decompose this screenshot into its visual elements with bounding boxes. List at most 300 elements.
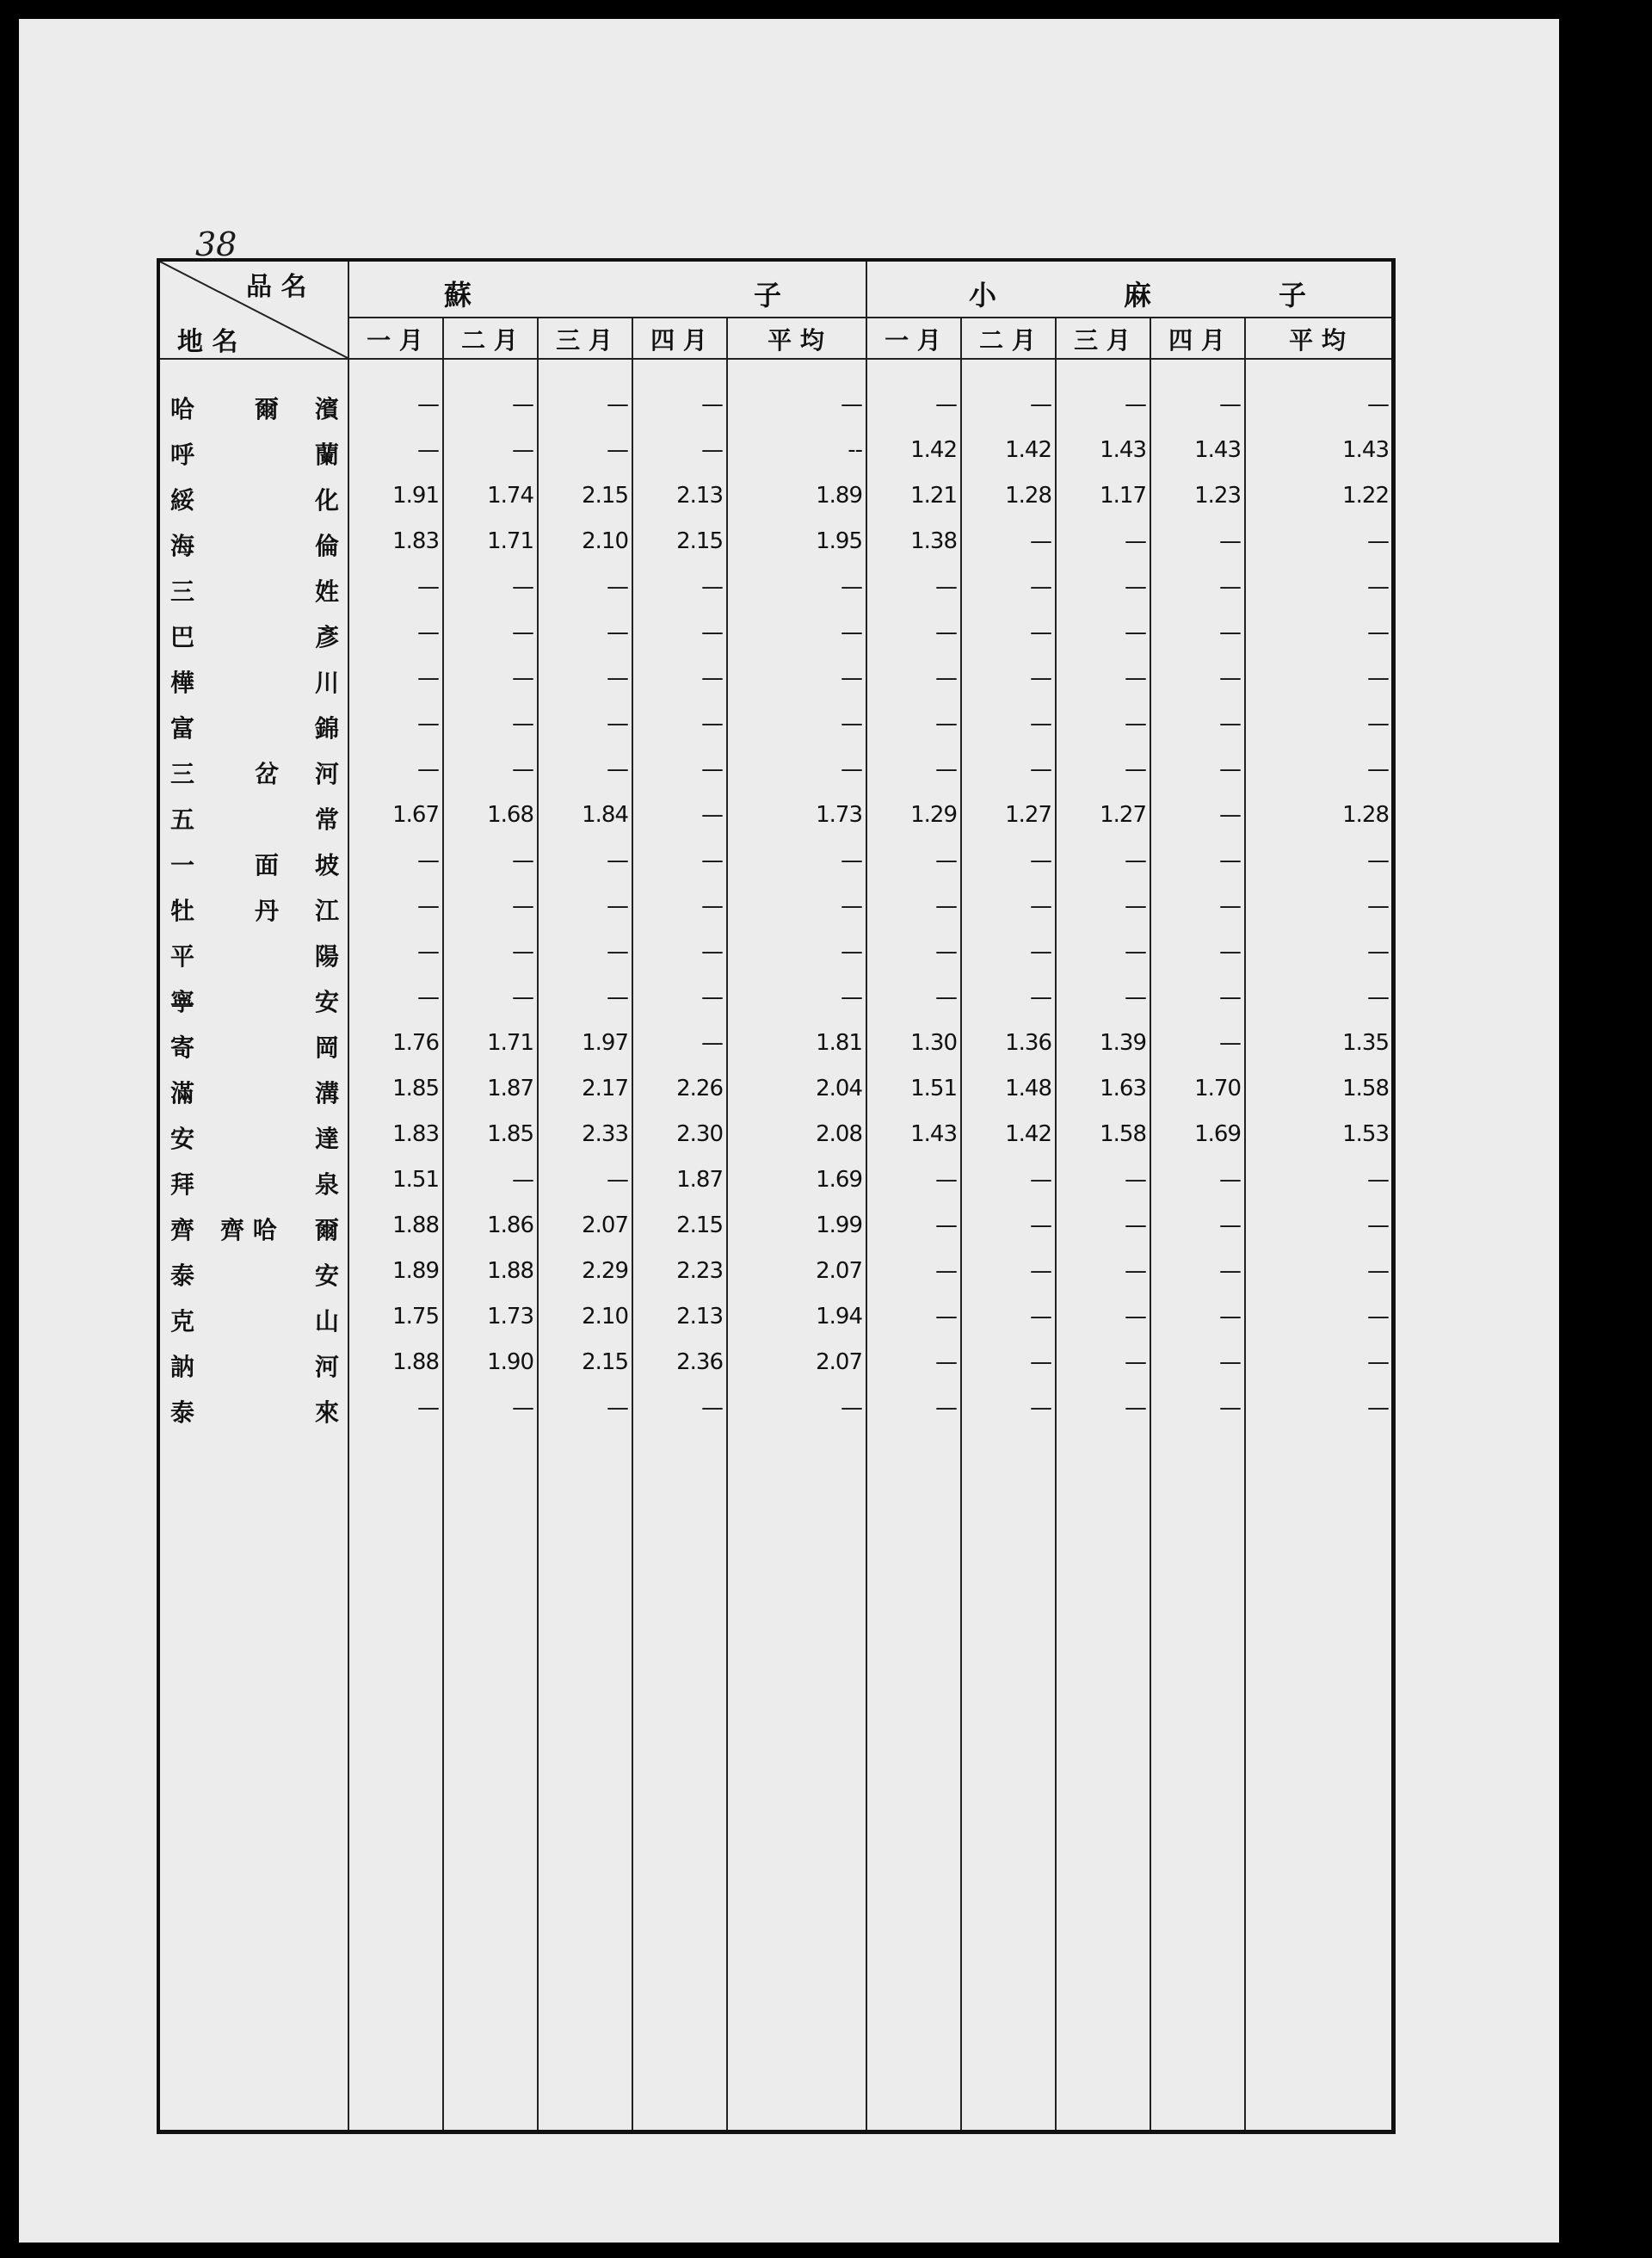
column-rule (1055, 317, 1057, 2130)
table-cell: — (1125, 1167, 1146, 1193)
subheader-su-apr: 四 月 (650, 326, 707, 355)
table-cell: — (935, 1212, 957, 1238)
table-cell: — (841, 984, 862, 1010)
place-name-part: 寧 (170, 988, 195, 1016)
table-cell: — (701, 756, 723, 782)
subheader-xiao-feb: 二 月 (979, 326, 1036, 355)
table-cell: — (512, 756, 533, 782)
table-cell: — (1367, 893, 1389, 919)
place-name-part: 姓 (315, 577, 340, 606)
table-row (160, 1203, 1391, 1249)
table-cell: 1.51 (392, 1167, 439, 1193)
table-cell: — (1367, 528, 1389, 554)
table-cell: 1.97 (582, 1030, 628, 1056)
place-name (160, 382, 348, 428)
table-cell: 2.13 (676, 1304, 723, 1330)
table-cell: — (1030, 1395, 1051, 1421)
table-cell: 2.15 (582, 483, 628, 509)
subheader-xiao-mar: 三 月 (1074, 326, 1131, 355)
table-cell: — (512, 711, 533, 737)
table-cell: — (701, 893, 723, 919)
subheader-su-mar: 三 月 (556, 326, 613, 355)
table-cell: — (1030, 1258, 1051, 1284)
table-cell: 1.85 (487, 1121, 533, 1147)
table-cell: — (417, 893, 439, 919)
table-cell: 1.88 (392, 1349, 439, 1375)
table-cell: — (1125, 392, 1146, 417)
table-cell: 1.63 (1100, 1076, 1146, 1101)
table-cell: — (417, 984, 439, 1010)
table-cell: — (1030, 984, 1051, 1010)
place-name-part: 江 (315, 897, 340, 925)
table-cell: 1.43 (910, 1121, 957, 1147)
place-name (160, 473, 348, 519)
table-cell: — (935, 984, 957, 1010)
place-name-part: 滿 (170, 1079, 195, 1107)
place-name-part: 川 (315, 669, 340, 697)
table-cell: — (512, 893, 533, 919)
place-name-part: 樺 (170, 669, 195, 697)
table-cell: — (1219, 756, 1241, 782)
table-cell: — (1219, 984, 1241, 1010)
table-cell: — (1367, 665, 1389, 691)
table-cell: — (935, 1167, 957, 1193)
table-row (160, 428, 1391, 473)
table-row (160, 1249, 1391, 1294)
table-cell: 1.94 (816, 1304, 862, 1330)
place-name (160, 1112, 348, 1157)
table-cell: — (701, 665, 723, 691)
table-cell: 1.35 (1342, 1030, 1389, 1056)
table-cell: — (1367, 1212, 1389, 1238)
table-cell: 1.17 (1100, 483, 1146, 509)
table-cell: 2.23 (676, 1258, 723, 1284)
table-cell: — (1125, 1395, 1146, 1421)
table-cell: 1.27 (1005, 802, 1051, 828)
table-cell: — (1219, 1304, 1241, 1330)
table-cell: 1.86 (487, 1212, 533, 1238)
table-cell: 1.89 (392, 1258, 439, 1284)
table-cell: — (417, 756, 439, 782)
table-cell: — (417, 665, 439, 691)
table-cell: — (1030, 939, 1051, 965)
table-cell: — (1367, 984, 1389, 1010)
table-cell: 2.15 (582, 1349, 628, 1375)
table-cell: — (935, 620, 957, 645)
place-name (160, 1066, 348, 1112)
table-cell: 1.43 (1194, 437, 1241, 463)
table-cell: — (607, 848, 628, 873)
table-cell: 1.28 (1342, 802, 1389, 828)
table-cell: — (841, 665, 862, 691)
table-row (160, 564, 1391, 610)
column-rule (1150, 317, 1151, 2130)
place-name-part: 安 (315, 988, 340, 1016)
table-cell: — (417, 848, 439, 873)
table-cell: — (1030, 1167, 1051, 1193)
table-cell: — (1367, 1258, 1389, 1284)
table-cell: — (701, 1395, 723, 1421)
place-name-part: 三 (170, 760, 195, 788)
group-header-2-char-3: 子 (1279, 279, 1307, 312)
place-name-part: 泰 (170, 1262, 195, 1290)
place-name-part: 齊 哈 (220, 1216, 277, 1244)
table-cell: — (607, 392, 628, 417)
table-cell: 1.21 (910, 483, 957, 509)
table-cell: — (417, 437, 439, 463)
place-name-part: 岔 (255, 760, 280, 788)
column-rule (442, 317, 444, 2130)
place-name-part: 安 (170, 1125, 195, 1153)
table-cell: 1.88 (392, 1212, 439, 1238)
table-cell: 1.73 (816, 802, 862, 828)
place-name (160, 1340, 348, 1385)
table-cell: — (1219, 1349, 1241, 1375)
table-row (160, 838, 1391, 884)
table-cell: 2.17 (582, 1076, 628, 1101)
place-name-part: 拜 (170, 1170, 195, 1199)
table-cell: 1.38 (910, 528, 957, 554)
table-row (160, 1385, 1391, 1431)
table-cell: — (1125, 1304, 1146, 1330)
column-rule (348, 262, 349, 2130)
table-cell: 1.73 (487, 1304, 533, 1330)
table-cell: 1.53 (1342, 1121, 1389, 1147)
place-name-part: 丹 (255, 897, 280, 925)
place-name-part: 岡 (315, 1033, 340, 1062)
table-cell: 1.67 (392, 802, 439, 828)
header-rule-2 (160, 358, 1391, 360)
table-cell: — (1030, 893, 1051, 919)
table-cell: 1.51 (910, 1076, 957, 1101)
table-cell: 1.91 (392, 483, 439, 509)
table-cell: 2.30 (676, 1121, 723, 1147)
table-cell: — (1125, 893, 1146, 919)
place-name-part: 爾 (315, 1216, 340, 1244)
table-cell: — (1219, 1395, 1241, 1421)
table-cell: 1.87 (676, 1167, 723, 1193)
table-cell: — (1219, 665, 1241, 691)
place-name-part: 爾 (255, 395, 280, 423)
table-cell: 2.07 (816, 1349, 862, 1375)
place-name-part: 泉 (315, 1170, 340, 1199)
table-cell: — (417, 392, 439, 417)
table-cell: — (1030, 392, 1051, 417)
table-cell: — (1219, 939, 1241, 965)
table-cell: — (1125, 528, 1146, 554)
group-header-2-char-2: 麻 (1124, 279, 1152, 312)
table-cell: — (1125, 756, 1146, 782)
table-cell: 1.36 (1005, 1030, 1051, 1056)
table-cell: -- (848, 437, 862, 463)
table-cell: — (1219, 1167, 1241, 1193)
subheader-xiao-avg: 平 均 (1289, 326, 1346, 355)
table-row (160, 929, 1391, 975)
subheader-su-jan: 一 月 (367, 326, 423, 355)
table-cell: — (1367, 620, 1389, 645)
table-cell: — (607, 574, 628, 600)
table-cell: — (841, 392, 862, 417)
table-cell: — (701, 1030, 723, 1056)
place-name-part: 泰 (170, 1398, 195, 1427)
table-cell: — (701, 848, 723, 873)
table-cell: — (1219, 392, 1241, 417)
place-name-part: 蘭 (315, 441, 340, 469)
place-name-part: 濱 (315, 395, 340, 423)
place-name (160, 1249, 348, 1294)
table-cell: — (1219, 802, 1241, 828)
subheader-su-avg: 平 均 (767, 326, 824, 355)
table-row (160, 1157, 1391, 1203)
table-cell: — (701, 802, 723, 828)
column-rule (1244, 317, 1246, 2130)
table-cell: — (607, 437, 628, 463)
table-cell: — (701, 620, 723, 645)
place-name-part: 坡 (315, 851, 340, 879)
table-row (160, 747, 1391, 793)
place-name-part: 訥 (170, 1353, 195, 1381)
table-row (160, 701, 1391, 747)
place-name (160, 747, 348, 793)
table-cell: 1.76 (392, 1030, 439, 1056)
table-cell: — (1367, 574, 1389, 600)
table-cell: 1.27 (1100, 802, 1146, 828)
table-row (160, 473, 1391, 519)
table-cell: — (1125, 848, 1146, 873)
column-rule (866, 262, 867, 2130)
table-cell: — (841, 848, 862, 873)
table-cell: — (1219, 1258, 1241, 1284)
table-cell: 2.10 (582, 528, 628, 554)
table-cell: — (1219, 893, 1241, 919)
table-cell: — (607, 939, 628, 965)
table-cell: — (512, 574, 533, 600)
subheader-xiao-jan: 一 月 (885, 326, 941, 355)
table-cell: — (1367, 1167, 1389, 1193)
table-cell: 1.48 (1005, 1076, 1051, 1101)
table-cell: 2.07 (582, 1212, 628, 1238)
table-cell: 2.07 (816, 1258, 862, 1284)
column-rule (960, 317, 962, 2130)
table-cell: — (1125, 620, 1146, 645)
table-cell: — (701, 984, 723, 1010)
table-cell: — (701, 574, 723, 600)
table-cell: — (607, 665, 628, 691)
table-cell: — (1219, 574, 1241, 600)
table-cell: — (1030, 620, 1051, 645)
table-cell: 1.42 (910, 437, 957, 463)
table-cell: 2.36 (676, 1349, 723, 1375)
place-name-part: 巴 (170, 623, 195, 651)
table-cell: 1.83 (392, 528, 439, 554)
table-cell: 1.69 (816, 1167, 862, 1193)
table-cell: 1.99 (816, 1212, 862, 1238)
table-cell: — (607, 984, 628, 1010)
subheader-su-feb: 二 月 (461, 326, 518, 355)
table-cell: — (1367, 756, 1389, 782)
table-cell: — (935, 1258, 957, 1284)
table-cell: 2.29 (582, 1258, 628, 1284)
place-name (160, 1203, 348, 1249)
place-name-part: 呼 (170, 441, 195, 469)
place-name-part: 河 (315, 760, 340, 788)
table-cell: 1.74 (487, 483, 533, 509)
table-cell: — (512, 1167, 533, 1193)
place-name (160, 1157, 348, 1203)
table-cell: — (1367, 848, 1389, 873)
table-cell: — (935, 756, 957, 782)
table-row (160, 1021, 1391, 1066)
place-name-part: 平 (170, 942, 195, 971)
table-cell: 1.69 (1194, 1121, 1241, 1147)
place-name-part: 寄 (170, 1033, 195, 1062)
table-cell: 1.85 (392, 1076, 439, 1101)
table-row (160, 382, 1391, 428)
table-cell: — (607, 1167, 628, 1193)
place-name-part: 五 (170, 805, 195, 834)
table-cell: — (512, 848, 533, 873)
place-name (160, 610, 348, 656)
table-cell: — (1030, 528, 1051, 554)
table-cell: 1.90 (487, 1349, 533, 1375)
header-rule-1 (348, 317, 1391, 318)
table-cell: — (1125, 711, 1146, 737)
place-name-part: 綏 (170, 486, 195, 515)
place-name (160, 564, 348, 610)
place-name-part: 富 (170, 714, 195, 743)
table-cell: — (935, 1395, 957, 1421)
table-cell: — (701, 711, 723, 737)
table-cell: 1.58 (1100, 1121, 1146, 1147)
table-cell: 1.39 (1100, 1030, 1146, 1056)
place-name-part: 常 (315, 805, 340, 834)
place-name-part: 安 (315, 1262, 340, 1290)
table-row (160, 610, 1391, 656)
table-cell: 2.08 (816, 1121, 862, 1147)
table-cell: — (1367, 1395, 1389, 1421)
table-cell: — (607, 711, 628, 737)
table-cell: 1.28 (1005, 483, 1051, 509)
table-cell: — (1030, 711, 1051, 737)
table-cell: — (1219, 1030, 1241, 1056)
place-name (160, 1385, 348, 1431)
place-name-part: 哈 (170, 395, 195, 423)
place-name-part: 來 (315, 1398, 340, 1427)
table-cell: — (1030, 756, 1051, 782)
table-cell: — (935, 574, 957, 600)
table-row (160, 519, 1391, 564)
table-cell: — (1219, 1212, 1241, 1238)
place-name-part: 牡 (170, 897, 195, 925)
table-row (160, 656, 1391, 701)
table-cell: 1.30 (910, 1030, 957, 1056)
table-cell: — (1367, 392, 1389, 417)
place-name (160, 929, 348, 975)
corner-place-label: 地 名 (177, 327, 238, 357)
table-cell: — (417, 620, 439, 645)
place-name-part: 克 (170, 1307, 195, 1336)
price-table (157, 258, 1396, 2134)
table-cell: — (607, 1395, 628, 1421)
table-row (160, 793, 1391, 838)
table-cell: — (1367, 1349, 1389, 1375)
table-cell: — (841, 893, 862, 919)
table-cell: — (935, 1349, 957, 1375)
table-cell: 1.71 (487, 528, 533, 554)
place-name (160, 1021, 348, 1066)
place-name (160, 975, 348, 1021)
place-name-part: 三 (170, 577, 195, 606)
place-name (160, 701, 348, 747)
table-cell: — (701, 437, 723, 463)
table-cell: 1.22 (1342, 483, 1389, 509)
place-name-part: 面 (255, 851, 280, 879)
table-cell: — (1367, 1304, 1389, 1330)
table-cell: — (1030, 574, 1051, 600)
table-cell: — (1125, 939, 1146, 965)
table-cell: — (841, 620, 862, 645)
table-cell: — (417, 711, 439, 737)
table-row (160, 1066, 1391, 1112)
table-cell: 1.84 (582, 802, 628, 828)
corner-item-label: 品 名 (246, 272, 307, 302)
place-name-part: 齊 (170, 1216, 195, 1244)
table-cell: — (607, 893, 628, 919)
table-cell: — (1030, 665, 1051, 691)
table-cell: — (1219, 711, 1241, 737)
table-cell: 2.33 (582, 1121, 628, 1147)
place-name (160, 793, 348, 838)
table-cell: — (512, 620, 533, 645)
table-cell: — (417, 939, 439, 965)
table-cell: — (1030, 848, 1051, 873)
place-name-part: 山 (315, 1307, 340, 1336)
table-cell: 1.42 (1005, 437, 1051, 463)
table-cell: — (841, 939, 862, 965)
group-header-1-char-2: 子 (754, 279, 782, 312)
table-cell: 1.87 (487, 1076, 533, 1101)
place-name (160, 884, 348, 929)
table-row (160, 884, 1391, 929)
table-cell: — (1219, 528, 1241, 554)
table-cell: — (1367, 939, 1389, 965)
table-cell: — (607, 756, 628, 782)
place-name (160, 838, 348, 884)
table-cell: 1.88 (487, 1258, 533, 1284)
table-cell: — (1030, 1349, 1051, 1375)
table-cell: 1.95 (816, 528, 862, 554)
place-name-part: 一 (170, 851, 195, 879)
table-cell: — (1219, 620, 1241, 645)
table-cell: — (512, 984, 533, 1010)
table-cell: — (1125, 984, 1146, 1010)
table-cell: 1.68 (487, 802, 533, 828)
subheader-xiao-apr: 四 月 (1168, 326, 1225, 355)
table-cell: 1.42 (1005, 1121, 1051, 1147)
place-name (160, 1294, 348, 1340)
table-cell: — (935, 711, 957, 737)
table-cell: 1.70 (1194, 1076, 1241, 1101)
table-cell: 1.23 (1194, 483, 1241, 509)
place-name-part: 倫 (315, 532, 340, 560)
place-name-part: 彥 (315, 623, 340, 651)
table-cell: — (1125, 1212, 1146, 1238)
table-cell: 1.81 (816, 1030, 862, 1056)
table-cell: — (1030, 1212, 1051, 1238)
place-name-part: 化 (315, 486, 340, 515)
table-cell: 2.26 (676, 1076, 723, 1101)
table-cell: — (935, 939, 957, 965)
